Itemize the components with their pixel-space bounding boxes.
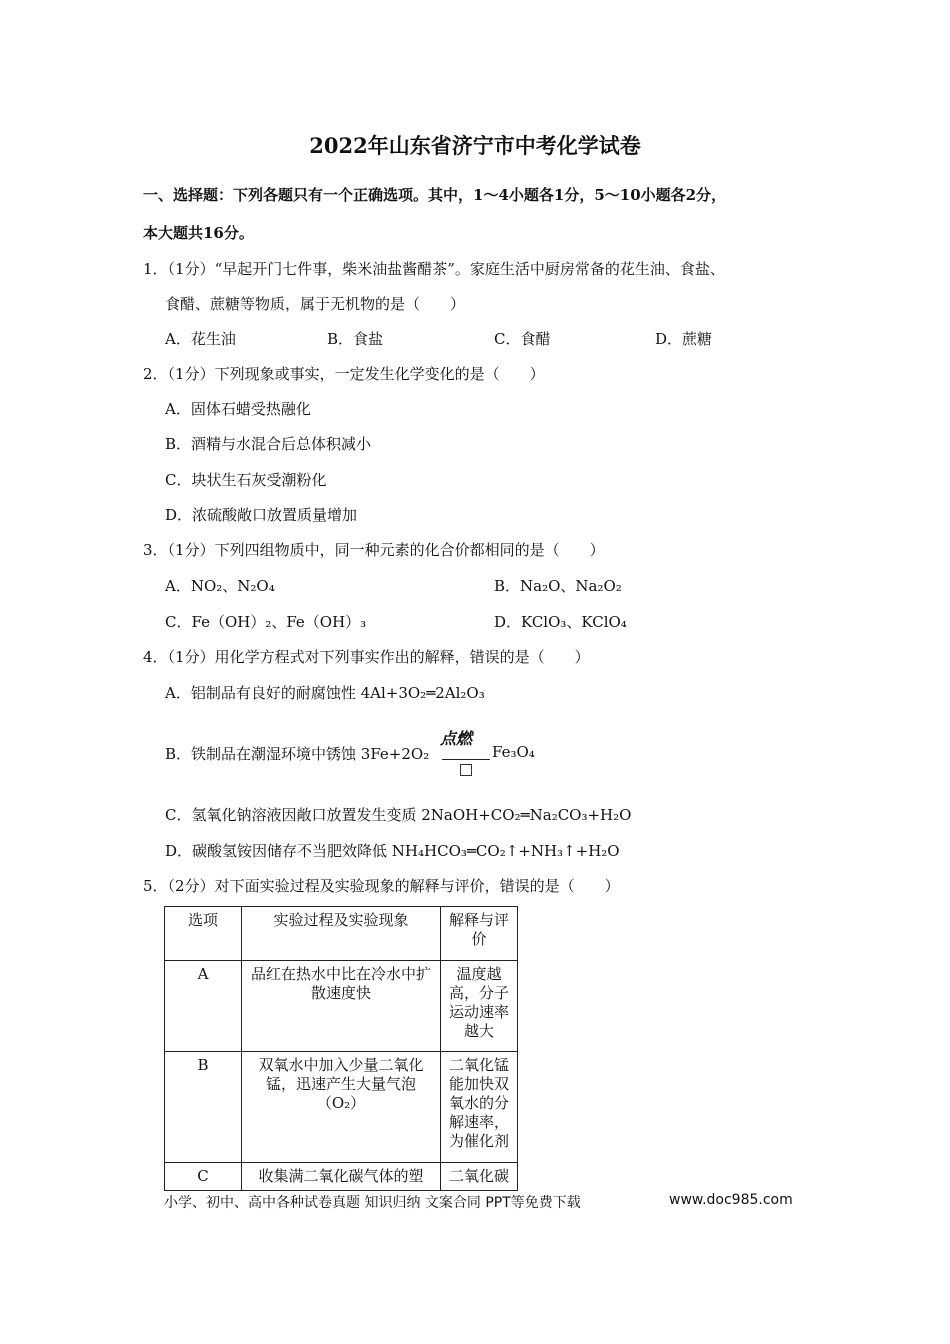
q2-stem: 2．（1分）下列现象或事实，一定发生化学变化的是（ ）	[143, 365, 545, 383]
q2-option-b: B．酒精与水混合后总体积减小	[165, 435, 372, 453]
table-row	[165, 1052, 518, 1163]
section-heading-line1: 一、选择题：下列各题只有一个正确选项。其中，1～4小题各1分，5～10小题各2分，	[143, 186, 727, 204]
table-cell: 二氧化锰能加快双氧水的分解速率，为催化剂	[441, 1052, 518, 1163]
table-cell: 温度越高，分子运动速率越大	[441, 961, 518, 1052]
q2-option-d: D．浓硫酸敞口放置质量增加	[165, 506, 358, 524]
section-heading-line2: 本大题共16分。	[143, 224, 254, 242]
q3-stem: 3．（1分）下列四组物质中，同一种元素的化合价都相同的是（ ）	[143, 541, 605, 559]
q1-option-b: B．食盐	[327, 330, 384, 348]
table-row	[165, 961, 518, 1052]
table-cell: A	[165, 961, 242, 1052]
q3-option-c: C．Fe（OH）₂、Fe（OH）₃	[165, 613, 367, 631]
table-row	[165, 1163, 518, 1191]
q1-stem-line1: 1．（1分）“早起开门七件事，柴米油盐酱醋茶”。家庭生活中厨房常备的花生油、食盐、	[143, 260, 725, 278]
q1-stem-line2: 食醋、蔗糖等物质，属于无机物的是（ ）	[165, 295, 466, 313]
q4-option-c: C．氢氧化钠溶液因敞口放置发生变质 2NaOH+CO₂═Na₂CO₃+H₂O	[165, 806, 632, 824]
q4-option-b-product: Fe₃O₄	[492, 743, 535, 761]
table-cell: 双氧水中加入少量二氧化锰，迅速产生大量气泡（O₂）	[242, 1052, 441, 1163]
footer-text: 小学、初中、高中各种试卷真题 知识归纳 文案合同 PPT等免费下载	[164, 1195, 581, 1211]
q1-option-a: A．花生油	[165, 330, 236, 348]
q1-option-d: D．蔗糖	[655, 330, 713, 348]
table-header-row	[165, 907, 518, 961]
reaction-condition-label: 点燃	[440, 729, 473, 748]
placeholder-box-icon	[460, 764, 472, 776]
experiment-table	[164, 906, 518, 1191]
q3-option-b: B．Na₂O、Na₂O₂	[494, 577, 622, 595]
table-cell: B	[165, 1052, 242, 1163]
q4-option-b: B．铁制品在潮湿环境中锈蚀 3Fe+2O₂	[165, 745, 430, 763]
table-cell: 收集满二氧化碳气体的塑	[242, 1163, 441, 1191]
q2-option-c: C．块状生石灰受潮粉化	[165, 471, 327, 489]
reaction-arrow-line	[442, 759, 490, 760]
table-header-cell: 选项	[165, 907, 242, 961]
q2-option-a: A．固体石蜡受热融化	[165, 400, 311, 418]
q4-option-a: A．铝制品有良好的耐腐蚀性 4Al+3O₂═2Al₂O₃	[165, 684, 485, 702]
footer-url[interactable]: www.doc985.com	[669, 1192, 793, 1208]
table-cell: 二氧化碳	[441, 1163, 518, 1191]
table-cell: C	[165, 1163, 242, 1191]
q4-option-d: D．碳酸氢铵因储存不当肥效降低 NH₄HCO₃═CO₂↑+NH₃↑+H₂O	[165, 842, 620, 860]
q5-stem: 5．（2分）对下面实验过程及实验现象的解释与评价，错误的是（ ）	[143, 877, 620, 895]
table-cell: 品红在热水中比在冷水中扩散速度快	[242, 961, 441, 1052]
q3-option-a: A．NO₂、N₂O₄	[165, 577, 275, 595]
table-header-cell: 实验过程及实验现象	[242, 907, 441, 961]
q1-option-c: C．食醋	[494, 330, 551, 348]
q4-stem: 4．（1分）用化学方程式对下列事实作出的解释，错误的是（ ）	[143, 648, 590, 666]
page-title: 2022年山东省济宁市中考化学试卷	[309, 133, 641, 158]
q3-option-d: D．KClO₃、KClO₄	[494, 613, 627, 631]
table-header-cell: 解释与评价	[441, 907, 518, 961]
